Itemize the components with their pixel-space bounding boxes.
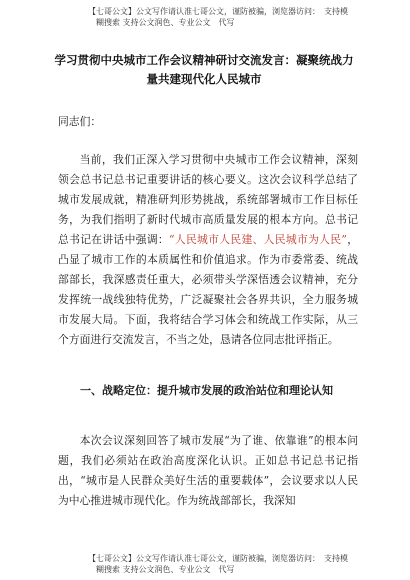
top-banner-line1: 【七哥公文】公文写作请认准七哥公文，谨防被骗，浏览器访问： 支持模 [88, 7, 348, 16]
top-banner [88, 6, 388, 28]
paragraph-intro [58, 150, 358, 350]
document-title: 学习贯彻中央城市工作会议精神研讨交流发言：凝聚统战力量共建现代化人民城市 [54, 53, 354, 86]
bottom-banner-line1: 【七哥公文】公文写作请认准七哥公文，谨防被骗，浏览器访问： 支持模 [88, 554, 348, 563]
section-heading-1: 一、战略定位：提升城市发展的政治站位和理论认知 [80, 384, 333, 397]
top-banner-line2: 糊搜索 支持公文润色、专业公文 代写 [96, 18, 235, 27]
paragraph-section1: 本次会议深刻回答了城市发展“为了谁、依靠谁”的根本问题，我们必须站在政治高度深化认识。正如总书记总书记指出，“城市是人民群众美好生活的重要载体”，会议要求以人民为中心推进城市现代化。作为统战部部长，我深知 [58, 434, 358, 507]
salutation: 同志们： [58, 115, 102, 128]
bottom-banner-line2: 糊搜索 支持公文润色、专业公文 代写 [96, 565, 235, 574]
bottom-banner [88, 553, 388, 575]
highlighted-quote: “人民城市人民建、人民城市为人民” [169, 233, 347, 246]
paragraph-intro-text: 当前，我们正深入学习贯彻中央城市工作会议精神，深刻领会总书记总书记重要讲话的核心要义。这次会议科学总结了城市发展成就，精准研判形势挑战，系统部署城市工作目标任务，为我们指明了新时代城市高质量发展的根本方向。总书记总书记在讲话中强调： [58, 153, 358, 246]
paragraph-intro-tail: ，凸显了城市工作的本质属性和价值追求。作为市委常委、统战部部长，我深感责任重大，必须带头学深悟透会议精神，充分发挥统一战线独特优势，广泛凝聚社会各界共识，全力服务城市发展大局。下面，我将结合学习体会和统战工作实际，从三个方面进行交流发言，不当之处，恳请各位同志批评指正。 [58, 233, 359, 346]
